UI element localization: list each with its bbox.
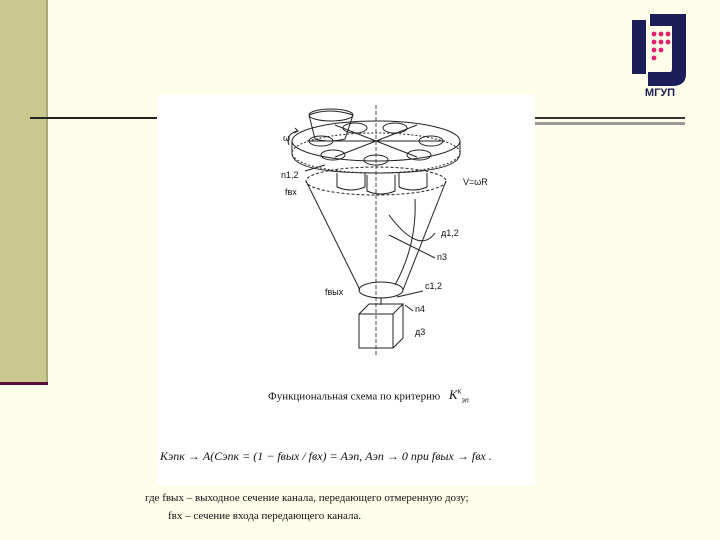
figure-caption	[268, 387, 469, 405]
disk-hole	[343, 123, 367, 133]
title-rule-right	[535, 117, 685, 119]
velocity-label: V=ωR	[463, 177, 488, 187]
funnel-outlet	[359, 282, 403, 298]
where-definition-2: fвх – сечение входа передающего канала.	[168, 510, 362, 522]
measuring-cup	[337, 173, 365, 190]
where-definition-1: где fвых – выходное сечение канала, передающего отмеренную дозу;	[145, 492, 469, 504]
left-band-underline	[0, 382, 48, 385]
formula-line: Kэпк → A(Cэпк = (1 − fвых / fвх) = Aэп, Aэп → 0 при fвых → fвх .	[160, 449, 492, 463]
caption-text: Функциональная схема по критерию	[268, 390, 441, 403]
fvx-label: fвх	[285, 187, 297, 197]
funnel-side-right	[403, 181, 446, 290]
measuring-cup	[399, 173, 427, 190]
diagram-figure	[157, 95, 535, 485]
funnel-side-left	[306, 181, 360, 290]
title-rule-right-shadow	[535, 122, 685, 125]
omega-label: ω	[283, 133, 291, 143]
caption-symbol: $K^к_{эп}$	[448, 387, 469, 405]
left-decorative-band	[0, 0, 46, 384]
d3-label: д3	[415, 327, 426, 337]
mgup-logo-icon	[628, 12, 692, 98]
left-band-edge	[46, 0, 48, 384]
n3-label: n3	[437, 252, 448, 262]
disk-hole	[383, 123, 407, 133]
n4-label: n4	[415, 304, 426, 314]
n12-label: n1,2	[281, 170, 299, 180]
logo-text: МГУП	[644, 87, 676, 98]
c12-label: c1,2	[425, 281, 443, 291]
fvyx-label: fвых	[325, 287, 344, 297]
d12-label: д1,2	[441, 228, 459, 238]
measuring-cup	[367, 175, 395, 194]
title-rule-left	[30, 117, 158, 119]
